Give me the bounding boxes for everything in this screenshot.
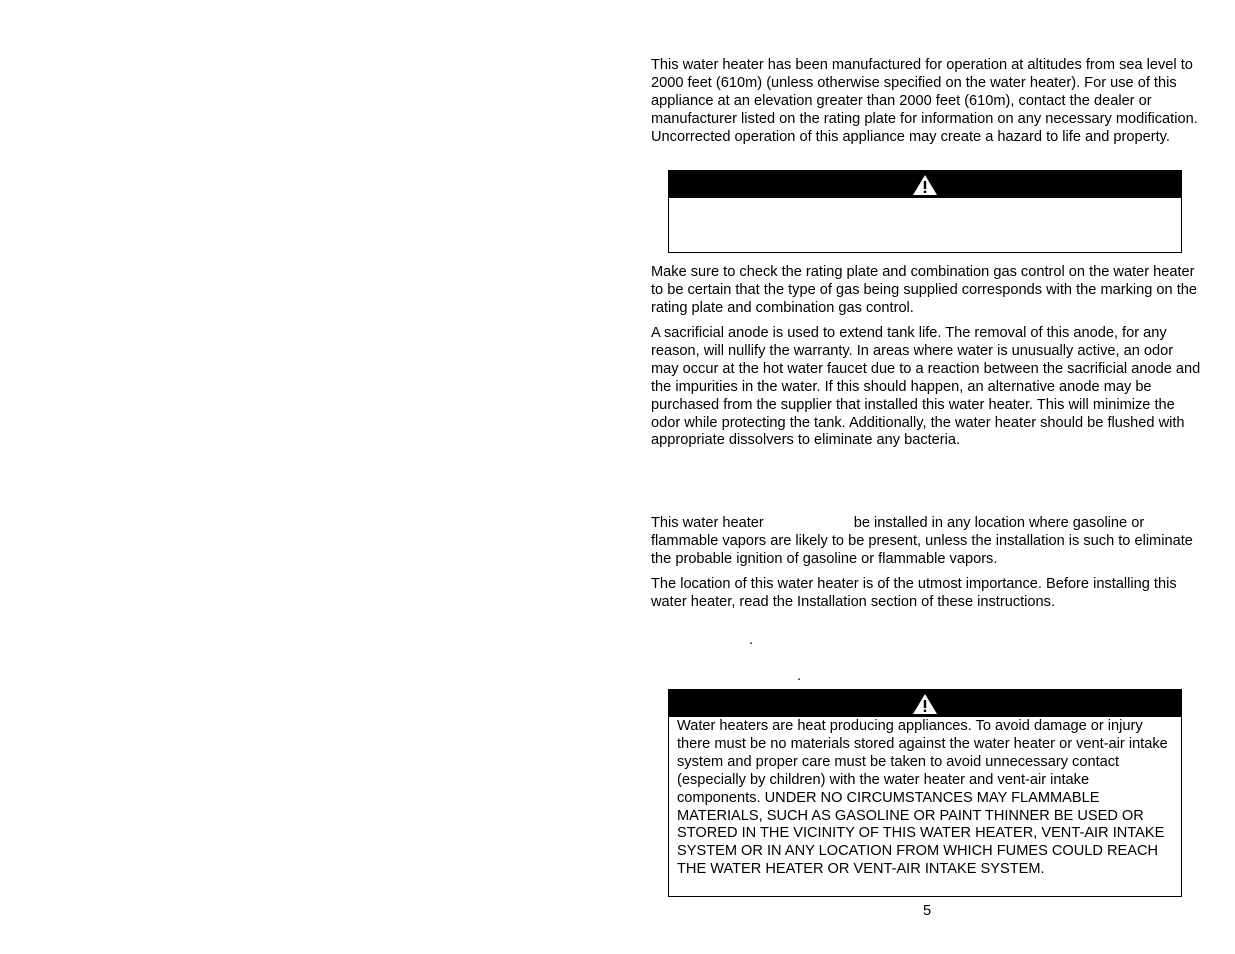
page-number: 5	[922, 903, 932, 919]
warning-header-bar	[669, 171, 1181, 198]
warning-triangle-icon	[912, 174, 938, 196]
anode-paragraph: A sacrificial anode is used to extend tank life. The removal of this anode, for any reason, will nullify the warranty. In areas where water is unusually active, an odor may occur at the hot water faucet due to a reaction between the sacrificial anode and the impurities in the water. If this should happen, an alternative anode may be purchased from the supplier that installed this water heater. This will minimize the odor while protecting the tank. Additionally, the water heater should be flushed with appropriate dissolvers to eliminate any bacteria.	[651, 325, 1201, 449]
warning-1-text	[669, 198, 1181, 201]
vapors-text-end: be installed in any location where gasoline or flammable vapors are likely to be present, unless the installation is such to eliminate the probable ignition of gasoline or flammable vapors.	[651, 515, 1193, 567]
stray-dot: .	[797, 668, 802, 684]
warning-box-2	[668, 689, 1182, 897]
warning-2-text: Water heaters are heat producing appliances. To avoid damage or injury there must be no materials stored against the water heater or vent-air intake system and proper care must be taken to avoid unnecessary contact (especially by children) with the water heater and vent-air intake components. UNDER NO CIRCUMSTANCES MAY FLAMMABLE MATERIALS, SUCH AS GASOLINE OR PAINT THINNER BE USED OR STORED IN THE VICINITY OF THIS WATER HEATER, VENT-AIR INTAKE SYSTEM OR IN ANY LOCATION FROM WHICH FUMES COULD REACH THE WATER HEATER OR VENT-AIR INTAKE SYSTEM.	[677, 718, 1168, 878]
rating-plate-paragraph: Make sure to check the rating plate and combination gas control on the water heater to be certain that the type of gas being supplied corresponds with the marking on the rating plate and combination gas control.	[651, 264, 1197, 316]
vapors-paragraph	[651, 515, 1203, 569]
warning-triangle-icon	[912, 693, 938, 715]
altitude-paragraph: This water heater has been manufactured for operation at altitudes from sea level to 2000 feet (610m) (unless otherwise specified on the water heater). For use of this appliance at an elevation greater than 2000 feet (610m), contact the dealer or manufacturer listed on the rating plate for information on any necessary modification. Uncorrected operation of this appliance may create a hazard to life and property.	[651, 57, 1198, 145]
warning-box-1	[668, 170, 1182, 253]
vapors-text-start: This water heater	[651, 515, 764, 531]
stray-dot: .	[749, 632, 754, 648]
location-paragraph: The location of this water heater is of the utmost importance. Before installing this water heater, read the Installation section of these instructions.	[651, 576, 1177, 610]
warning-header-bar	[669, 690, 1181, 717]
